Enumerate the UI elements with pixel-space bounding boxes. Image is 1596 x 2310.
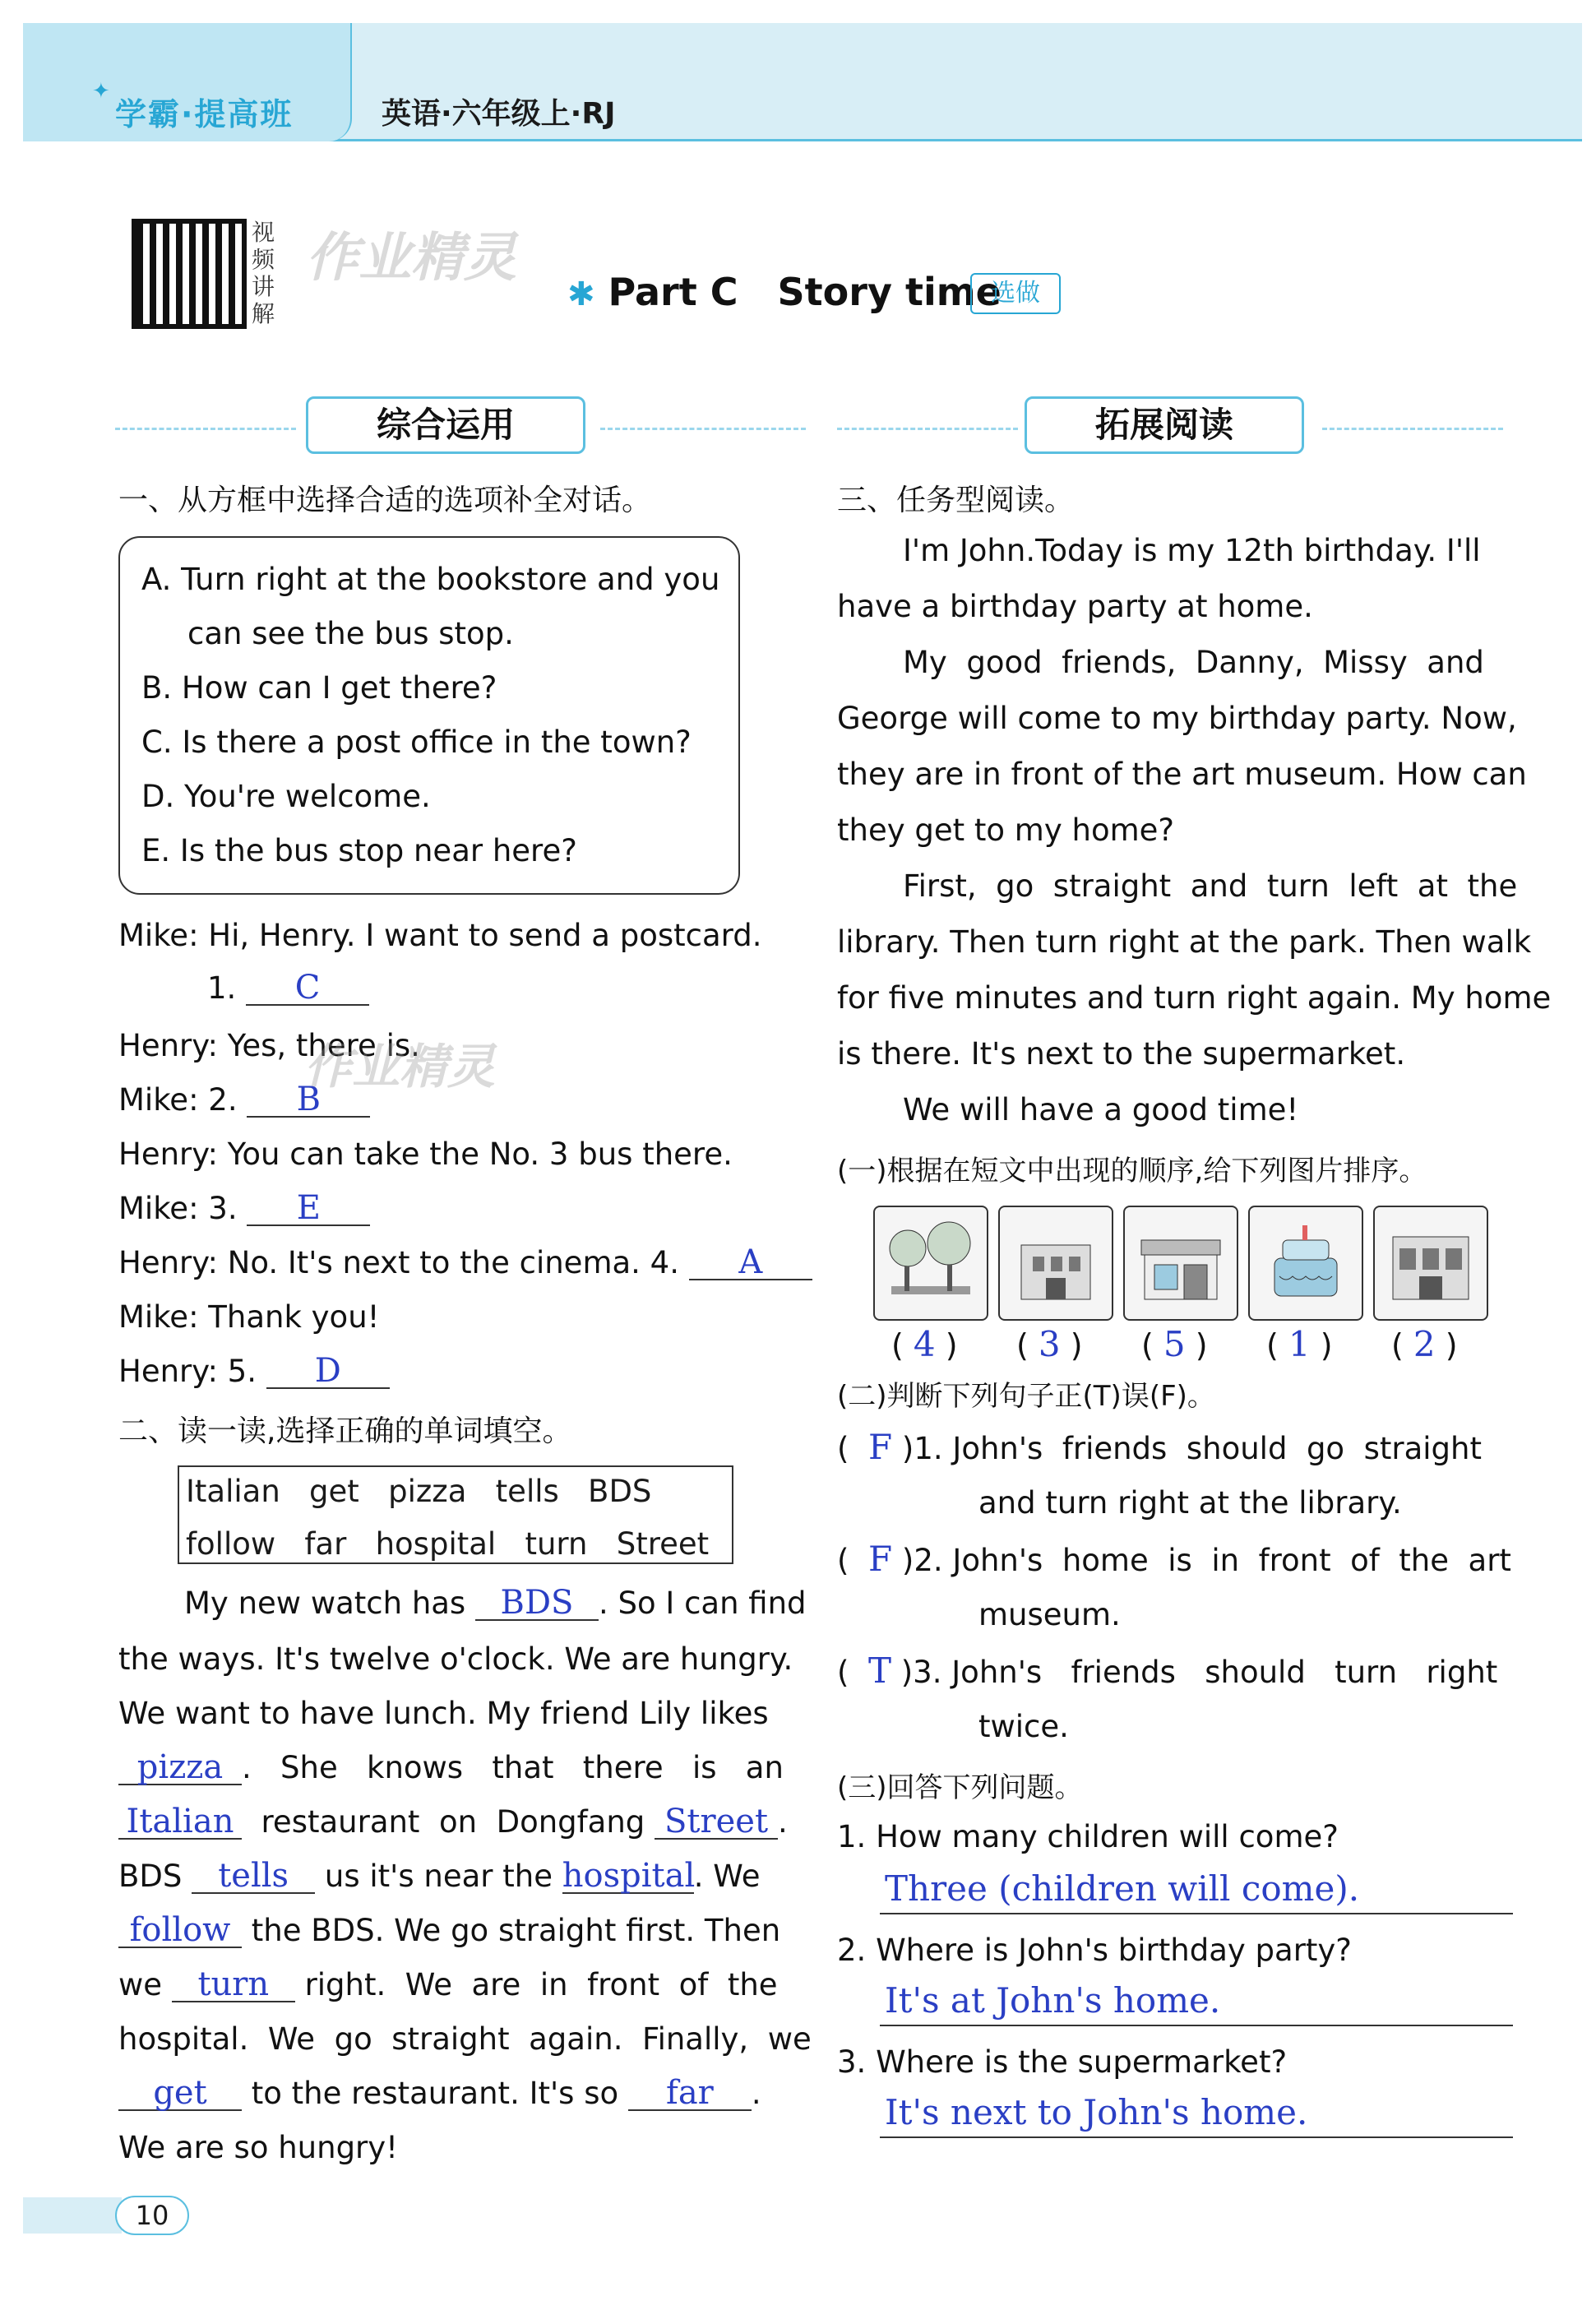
dialogue-line: Henry: Yes, there is. (118, 1028, 420, 1063)
passage-line: We will have a good time! (903, 1092, 1299, 1127)
qa-question-2: 2. Where is John's birthday party? (837, 1933, 1352, 1968)
answer-blank[interactable]: far (628, 2076, 752, 2111)
passage-line: BDS tells us it's near the hospital. We (118, 1857, 761, 1895)
museum-icon (1373, 1206, 1488, 1321)
answer-line-1[interactable]: Three (children will come). (880, 1865, 1513, 1914)
tf-item-3-cont: twice. (978, 1709, 1069, 1744)
passage-line: follow the BDS. We go straight first. Then (118, 1903, 780, 1959)
passage-line: pizza . She knows that there is an (118, 1740, 784, 1796)
picture-order-2: ( 3 ) (1016, 1324, 1083, 1364)
dialogue-line: Henry: 5. D (118, 1354, 390, 1389)
part2-heading: (二)判断下列句子正(T)误(F)。 (837, 1380, 1215, 1413)
qr-label: 视 频 讲 解 (252, 219, 275, 327)
answer-blank[interactable]: BDS (475, 1586, 599, 1621)
watermark: 作业精灵 (306, 228, 516, 289)
passage-line: First, go straight and turn left at the (903, 868, 1518, 904)
dialogue-line: 1. C (207, 970, 369, 1006)
tf-item-2-cont: museum. (978, 1597, 1121, 1632)
part-title: ✱ Part C Story time (567, 270, 1002, 314)
answer-blank[interactable]: pizza (118, 1751, 242, 1785)
graduation-cap-icon: ✦ (92, 79, 110, 104)
answer-blank[interactable]: tells (192, 1859, 315, 1894)
dialogue-line: Mike: Hi, Henry. I want to send a postcard. (118, 918, 762, 953)
passage-line: My new watch has BDS . So I can find (184, 1584, 807, 1622)
book-subtitle: 英语·六年级上·RJ (382, 97, 616, 131)
q3-heading: 三、任务型阅读。 (837, 484, 1075, 517)
qa-question-3: 3. Where is the supermarket? (837, 2044, 1288, 2080)
answer-blank-1[interactable]: C (246, 971, 369, 1006)
passage-line: we turn right. We are in front of the (118, 1965, 778, 2003)
passage-line: hospital. We go straight again. Finally, we (118, 2021, 812, 2057)
option-e: E. Is the bus stop near here? (141, 833, 577, 868)
passage-line: My good friends, Danny, Missy and (903, 645, 1484, 680)
word-bank-row: Italian get pizza tells BDS (186, 1474, 652, 1509)
watermark: 作业精灵 (304, 1039, 496, 1095)
option-b: B. How can I get there? (141, 670, 497, 706)
word-bank (178, 1465, 733, 1564)
optional-badge: 选做 (970, 273, 1061, 314)
divider (115, 428, 296, 430)
brand-title: 学霸·提高班 (115, 96, 294, 132)
answer-blank-4[interactable]: A (689, 1246, 812, 1280)
dialogue-line: Mike: 3. E (118, 1191, 370, 1226)
answer-blank-2[interactable]: B (247, 1083, 370, 1118)
answer-blank[interactable]: Street (655, 1805, 778, 1840)
passage-line: the ways. It's twelve o'clock. We are hungry. (118, 1641, 793, 1677)
answer-blank[interactable]: hospital (562, 1857, 696, 1895)
section-banner-right: 拓展阅读 (1025, 396, 1304, 454)
word-bank-row: follow far hospital turn Street (186, 1526, 710, 1562)
answer-blank[interactable]: get (118, 2076, 242, 2111)
passage-line: they are in front of the art museum. How can (837, 757, 1527, 792)
page-number: 10 (115, 2196, 189, 2235)
answer-blank-3[interactable]: E (247, 1192, 370, 1226)
answer-line-2[interactable]: It's at John's home. (880, 1977, 1513, 2026)
answer-blank-5[interactable]: D (266, 1354, 390, 1389)
library-icon (998, 1206, 1113, 1321)
answer-line-3[interactable]: It's next to John's home. (880, 2089, 1513, 2138)
tf-item-1: ( F )1. John's friends should go straight (837, 1427, 1482, 1467)
passage-line: is there. It's next to the supermarket. (837, 1036, 1406, 1072)
section-banner-left: 综合运用 (306, 396, 585, 454)
passage-line: library. Then turn right at the park. Then walk (837, 924, 1532, 960)
tf-item-2: ( F )2. John's home is in front of the art (837, 1539, 1511, 1579)
passage-line: Italian restaurant on Dongfang Street . (118, 1794, 788, 1850)
passage-line: have a birthday party at home. (837, 589, 1313, 624)
answer-blank[interactable]: Italian (118, 1805, 242, 1840)
part3-heading: (三)回答下列问题。 (837, 1771, 1083, 1804)
dialogue-line: Henry: No. It's next to the cinema. 4. A (118, 1245, 812, 1280)
passage-line: We want to have lunch. My friend Lily likes (118, 1696, 769, 1731)
qa-question-1: 1. How many children will come? (837, 1819, 1339, 1854)
dialogue-line: Henry: You can take the No. 3 bus there. (118, 1136, 733, 1172)
park-icon (873, 1206, 988, 1321)
picture-order-5: ( 2 ) (1391, 1324, 1458, 1364)
picture-order-4: ( 1 ) (1266, 1324, 1333, 1364)
passage-line: I'm John.Today is my 12th birthday. I'll (903, 533, 1481, 568)
q1-heading: 一、从方框中选择合适的选项补全对话。 (118, 484, 652, 517)
passage-line: get to the restaurant. It's so far . (118, 2066, 761, 2122)
picture-order-3: ( 5 ) (1141, 1324, 1208, 1364)
option-c: C. Is there a post office in the town? (141, 724, 692, 760)
answer-blank[interactable]: turn (172, 1968, 295, 2002)
passage-line: George will come to my birthday party. Now, (837, 701, 1517, 736)
dialogue-line: Mike: 2. B (118, 1082, 370, 1118)
star-icon: ✱ (567, 275, 595, 313)
passage-line: for five minutes and turn right again. My home (837, 980, 1552, 1016)
option-a-cont: can see the bus stop. (187, 616, 514, 651)
birthday-cake-icon (1248, 1206, 1363, 1321)
part1-heading: (一)根据在短文中出现的顺序,给下列图片排序。 (837, 1155, 1427, 1187)
passage-line: they get to my home? (837, 812, 1175, 848)
option-d: D. You're welcome. (141, 779, 431, 814)
option-a: A. Turn right at the bookstore and you (141, 562, 720, 597)
divider (600, 428, 806, 430)
tf-item-1-cont: and turn right at the library. (978, 1485, 1402, 1521)
picture-order-1: ( 4 ) (891, 1324, 958, 1364)
tf-item-3: ( T )3. John's friends should turn right (837, 1650, 1498, 1691)
qr-code-icon[interactable] (132, 219, 247, 329)
supermarket-icon (1123, 1206, 1238, 1321)
divider (1322, 428, 1503, 430)
divider (837, 428, 1018, 430)
answer-blank[interactable]: follow (118, 1914, 242, 1948)
dialogue-line: Mike: Thank you! (118, 1299, 380, 1335)
passage-line: We are so hungry! (118, 2130, 398, 2165)
q2-heading: 二、读一读,选择正确的单词填空。 (118, 1414, 572, 1448)
page-number-bar (23, 2197, 122, 2234)
